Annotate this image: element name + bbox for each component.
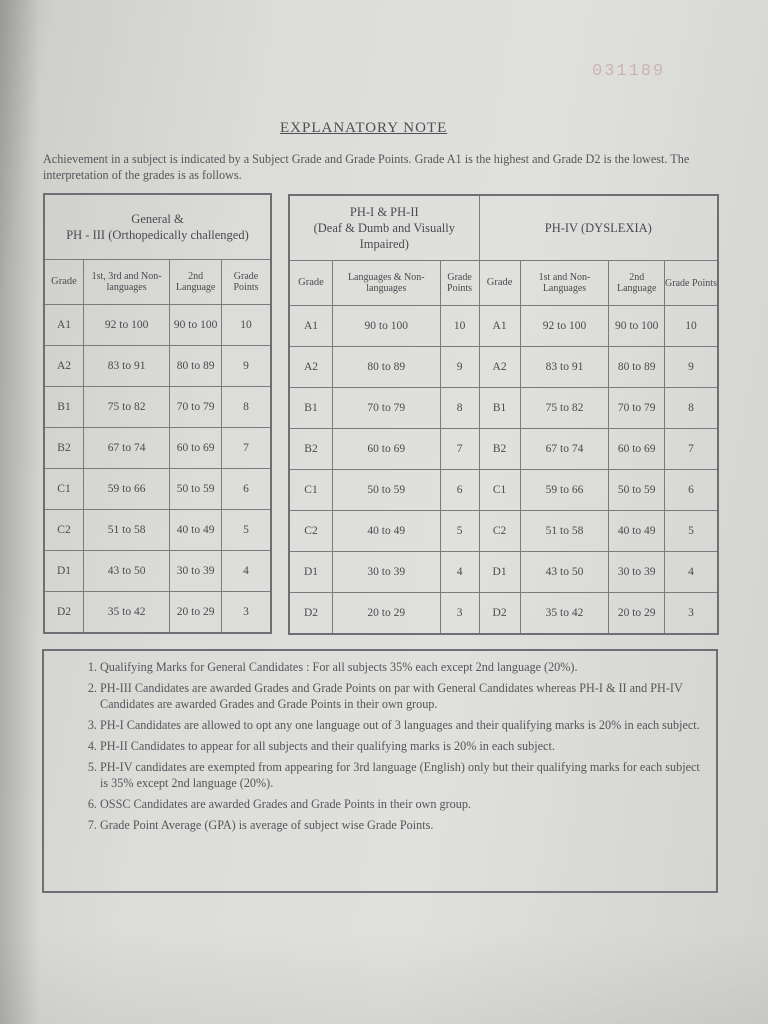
- ph12-cell: 60 to 69: [333, 429, 441, 470]
- ph4-cell: C2: [479, 511, 520, 552]
- general-title-line1: General &: [131, 212, 184, 226]
- ph12-cell: B1: [289, 388, 333, 429]
- ph4-cell: 92 to 100: [520, 306, 609, 347]
- general-cell: 90 to 100: [170, 305, 222, 346]
- ph-table-row: [289, 511, 718, 552]
- ph12-table-title: [289, 195, 479, 261]
- ph4-cell: 70 to 79: [609, 388, 665, 429]
- ph-columns-row: [289, 261, 718, 306]
- ph4-cell: 60 to 69: [609, 429, 665, 470]
- ph4-cell: 8: [665, 388, 719, 429]
- ph12-cell: 40 to 49: [333, 511, 441, 552]
- ph12-cell: 8: [440, 388, 479, 429]
- ph4-cell: 50 to 59: [609, 470, 665, 511]
- ph4-cell: 4: [665, 552, 719, 593]
- ph-table-row: [289, 388, 718, 429]
- col-second-language: 2nd Language: [170, 260, 222, 305]
- ph4-col-grade: Grade: [479, 261, 520, 306]
- note-item: 5. PH-IV candidates are exempted from appearing for 3rd language (English) only but their qualifying marks for each subject is 35% except 2nd language (20%).: [100, 759, 706, 791]
- ph4-cell: D2: [479, 593, 520, 635]
- general-cell: 92 to 100: [84, 305, 170, 346]
- general-cell: A1: [44, 305, 84, 346]
- general-cell: C1: [44, 469, 84, 510]
- ph4-col-grade-points: Grade Points: [665, 261, 719, 306]
- ph4-cell: A1: [479, 306, 520, 347]
- ph12-cell: D2: [289, 593, 333, 635]
- ph4-cell: 83 to 91: [520, 347, 609, 388]
- note-item: 7. Grade Point Average (GPA) is average of subject wise Grade Points.: [100, 817, 706, 833]
- ph4-cell: 43 to 50: [520, 552, 609, 593]
- ph12-cell: 50 to 59: [333, 470, 441, 511]
- col-first-third-nonlang: 1st, 3rd and Non-languages: [84, 260, 170, 305]
- page-bottom-shade: [0, 930, 768, 1024]
- note-item: 3. PH-I Candidates are allowed to opt any one language out of 3 languages and their qualifying marks is 20% in each subject.: [100, 717, 706, 733]
- general-cell: 30 to 39: [170, 551, 222, 592]
- ph4-cell: 6: [665, 470, 719, 511]
- ph4-cell: 51 to 58: [520, 511, 609, 552]
- ph4-cell: 75 to 82: [520, 388, 609, 429]
- ph12-cell: 7: [440, 429, 479, 470]
- general-columns-row: [44, 260, 271, 305]
- general-cell: 6: [222, 469, 272, 510]
- ph-table-row: [289, 306, 718, 347]
- ph4-cell: 30 to 39: [609, 552, 665, 593]
- ph4-cell: 9: [665, 347, 719, 388]
- general-cell: 50 to 59: [170, 469, 222, 510]
- ph4-cell: B1: [479, 388, 520, 429]
- ph12-title-line1: PH-I & PH-II: [349, 205, 419, 219]
- ph4-cell: 35 to 42: [520, 593, 609, 635]
- general-cell: 80 to 89: [170, 346, 222, 387]
- general-cell: 7: [222, 428, 272, 469]
- note-item: 4. PH-II Candidates to appear for all subjects and their qualifying marks is 20% in each subject.: [100, 738, 706, 754]
- ph4-col-first-nonlang: 1st and Non-Languages: [520, 261, 609, 306]
- ph12-cell: 5: [440, 511, 479, 552]
- general-cell: C2: [44, 510, 84, 551]
- ph12-title-line2: (Deaf & Dumb and Visually Impaired): [313, 221, 455, 251]
- general-cell: D1: [44, 551, 84, 592]
- ph4-cell: 3: [665, 593, 719, 635]
- ph-table-row: [289, 552, 718, 593]
- general-header-row: [44, 194, 271, 260]
- notes-box: [42, 649, 718, 893]
- general-table-body: [44, 305, 271, 634]
- general-cell: 70 to 79: [170, 387, 222, 428]
- general-table-row: [44, 469, 271, 510]
- ph4-cell: D1: [479, 552, 520, 593]
- general-cell: 8: [222, 387, 272, 428]
- general-cell: 5: [222, 510, 272, 551]
- general-title-line2: PH - III (Orthopedically challenged): [66, 228, 249, 242]
- general-cell: 9: [222, 346, 272, 387]
- general-cell: 3: [222, 592, 272, 634]
- col-grade-points: Grade Points: [222, 260, 272, 305]
- general-cell: 75 to 82: [84, 387, 170, 428]
- general-cell: B2: [44, 428, 84, 469]
- ph4-cell: 5: [665, 511, 719, 552]
- general-cell: 35 to 42: [84, 592, 170, 634]
- ph4-cell: 20 to 29: [609, 593, 665, 635]
- ph12-cell: B2: [289, 429, 333, 470]
- ph-table-body: [289, 306, 718, 635]
- general-cell: 67 to 74: [84, 428, 170, 469]
- ph4-cell: C1: [479, 470, 520, 511]
- ph12-cell: C2: [289, 511, 333, 552]
- ph12-cell: 4: [440, 552, 479, 593]
- ph-table-row: [289, 347, 718, 388]
- general-table-row: [44, 387, 271, 428]
- ph4-cell: 10: [665, 306, 719, 347]
- ph4-table-title: PH-IV (DYSLEXIA): [479, 195, 718, 261]
- note-item: 2. PH-III Candidates are awarded Grades and Grade Points on par with General Candidates whereas PH-I & II and PH-IV Candidates are awarded Grades and Grade Points in their own group.: [100, 680, 706, 712]
- general-cell: 4: [222, 551, 272, 592]
- general-cell: 60 to 69: [170, 428, 222, 469]
- ph12-cell: C1: [289, 470, 333, 511]
- ph4-cell: 7: [665, 429, 719, 470]
- ph12-cell: 90 to 100: [333, 306, 441, 347]
- ph-header-row: [289, 195, 718, 261]
- ph4-cell: 40 to 49: [609, 511, 665, 552]
- ph12-cell: 10: [440, 306, 479, 347]
- serial-stamp: 031189: [592, 62, 666, 81]
- general-cell: D2: [44, 592, 84, 634]
- ph4-col-second-language: 2nd Language: [609, 261, 665, 306]
- general-table-row: [44, 346, 271, 387]
- ph12-cell: 80 to 89: [333, 347, 441, 388]
- page-title: EXPLANATORY NOTE: [280, 120, 448, 136]
- ph4-cell: 67 to 74: [520, 429, 609, 470]
- general-cell: 51 to 58: [84, 510, 170, 551]
- ph12-cell: 20 to 29: [333, 593, 441, 635]
- ph12-col-languages: Languages & Non-languages: [333, 261, 441, 306]
- ph4-cell: 59 to 66: [520, 470, 609, 511]
- general-cell: B1: [44, 387, 84, 428]
- ph4-cell: B2: [479, 429, 520, 470]
- general-cell: 59 to 66: [84, 469, 170, 510]
- note-item: 6. OSSC Candidates are awarded Grades and Grade Points in their own group.: [100, 796, 706, 812]
- general-cell: 10: [222, 305, 272, 346]
- notes-list: [44, 651, 716, 833]
- general-cell: 40 to 49: [170, 510, 222, 551]
- general-cell: 20 to 29: [170, 592, 222, 634]
- ph12-cell: 6: [440, 470, 479, 511]
- ph-table-row: [289, 429, 718, 470]
- intro-paragraph: Achievement in a subject is indicated by a Subject Grade and Grade Points. Grade A1 is the highest and Grade D2 is the lowest. The interpretation of the grades is as follows.: [43, 152, 690, 182]
- general-grade-table: [43, 193, 272, 634]
- ph12-cell: D1: [289, 552, 333, 593]
- general-table-row: [44, 592, 271, 634]
- general-table-row: [44, 305, 271, 346]
- ph12-cell: A1: [289, 306, 333, 347]
- general-cell: 83 to 91: [84, 346, 170, 387]
- ph4-cell: 90 to 100: [609, 306, 665, 347]
- ph12-cell: 70 to 79: [333, 388, 441, 429]
- ph-grade-table: [288, 194, 719, 635]
- ph12-cell: 30 to 39: [333, 552, 441, 593]
- col-grade: Grade: [44, 260, 84, 305]
- ph-table-row: [289, 593, 718, 635]
- ph12-col-grade: Grade: [289, 261, 333, 306]
- note-item: 1. Qualifying Marks for General Candidates : For all subjects 35% each except 2nd language (20%).: [100, 659, 706, 675]
- ph12-col-grade-points: Grade Points: [440, 261, 479, 306]
- general-table-row: [44, 510, 271, 551]
- ph12-cell: 9: [440, 347, 479, 388]
- ph-table-row: [289, 470, 718, 511]
- general-table-title: [44, 194, 271, 260]
- ph4-cell: 80 to 89: [609, 347, 665, 388]
- general-table-row: [44, 428, 271, 469]
- general-cell: 43 to 50: [84, 551, 170, 592]
- page-edge-shadow: [0, 0, 40, 1024]
- ph4-cell: A2: [479, 347, 520, 388]
- ph12-cell: A2: [289, 347, 333, 388]
- ph12-cell: 3: [440, 593, 479, 635]
- general-table-row: [44, 551, 271, 592]
- general-cell: A2: [44, 346, 84, 387]
